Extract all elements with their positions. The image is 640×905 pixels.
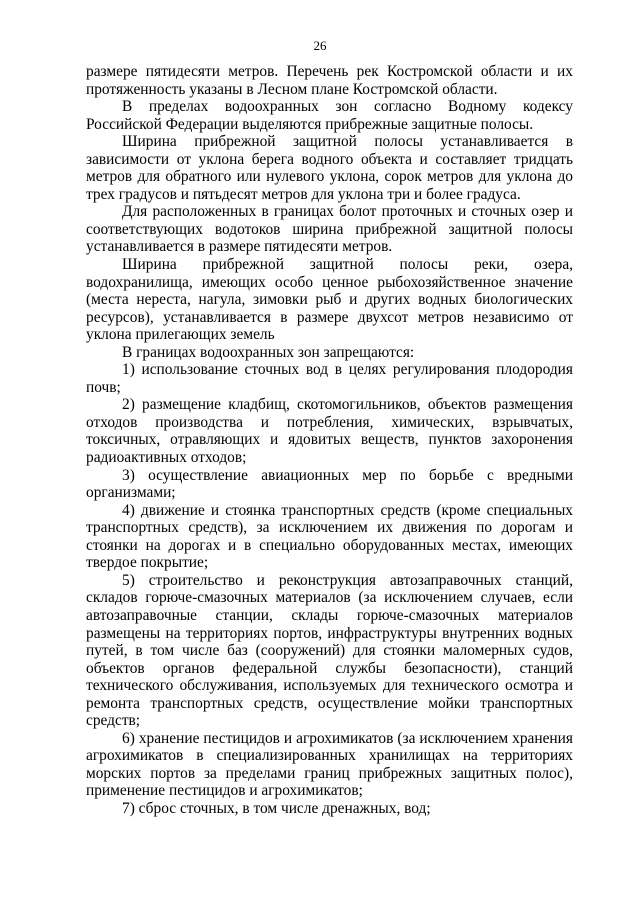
paragraph-fishery-value: Ширина прибрежной защитной полосы реки, озера, водохранилища, имеющих особо ценное рыбохозяйственное значение (места нереста, нагула, зимовки рыб и других водных биологических ресурсов), устанавливается в размере двухсот метров независимо от уклона прилегающих земель xyxy=(86,256,573,344)
list-item-3: 3) осуществление авиационных мер по борьбе с вредными организмами; xyxy=(86,466,573,502)
document-body xyxy=(86,63,573,818)
list-item-7: 7) сброс сточных, в том числе дренажных, вод; xyxy=(122,799,431,817)
list-item-2: 2) размещение кладбищ, скотомогильников, объектов размещения отходов производства и потребления, химических, взрывчатых, токсичных, отравляющих и ядовитых веществ, пунктов захоронения радиоактивных отходов; xyxy=(86,396,573,467)
paragraph-protective-strips: В пределах водоохранных зон согласно Водному кодексу Российской Федерации выделяются прибрежные защитные полосы. xyxy=(86,98,573,133)
paragraph-swamp-lakes: Для расположенных в границах болот проточных и сточных озер и соответствующих водотоков ширина прибрежной защитной полосы устанавливается в размере пятидесяти метров. xyxy=(86,203,573,256)
paragraph-continuation: размере пятидесяти метров. Перечень рек Костромской области и их протяженность указаны в Лесном плане Костромской области. xyxy=(86,63,573,98)
page-number: 26 xyxy=(313,38,327,53)
list-item-6: 6) хранение пестицидов и агрохимикатов (за исключением хранения агрохимикатов в специализированных хранилищах на территориях морских портов за пределами границ прибрежных защитных полос), применение пестицидов и агрохимикатов; xyxy=(86,729,573,800)
paragraph-prohibitions-intro: В границах водоохранных зон запрещаются: xyxy=(122,343,415,361)
list-item-4: 4) движение и стоянка транспортных средств (кроме специальных транспортных средств), за исключением их движения по дорогам и стоянки на дорогах и в специально оборудованных местах, имеющих твердое покрытие; xyxy=(86,501,573,572)
list-item-5: 5) строительство и реконструкция автозаправочных станций, складов горюче-смазочных материалов (за исключением случаев, если автозаправочные станции, склады горюче-смазочных материалов размещены на территориях портов, инфраструктуры внутренних водных путей, в том числе баз (сооружений) для стоянки маломерных судов, объектов органов федеральной службы безопасности), станций технического обслуживания, используемых для технического осмотра и ремонта транспортных средств, осуществление мойки транспортных средств; xyxy=(86,571,573,730)
paragraph-strip-width-slope: Ширина прибрежной защитной полосы устанавливается в зависимости от уклона берега водного объекта и составляет тридцать метров для обратного или нулевого уклона, сорок метров для уклона до трех градусов и пятьдесят метров для уклона три и более градуса. xyxy=(86,133,573,203)
list-item-1: 1) использование сточных вод в целях регулирования плодородия почв; xyxy=(86,361,573,396)
